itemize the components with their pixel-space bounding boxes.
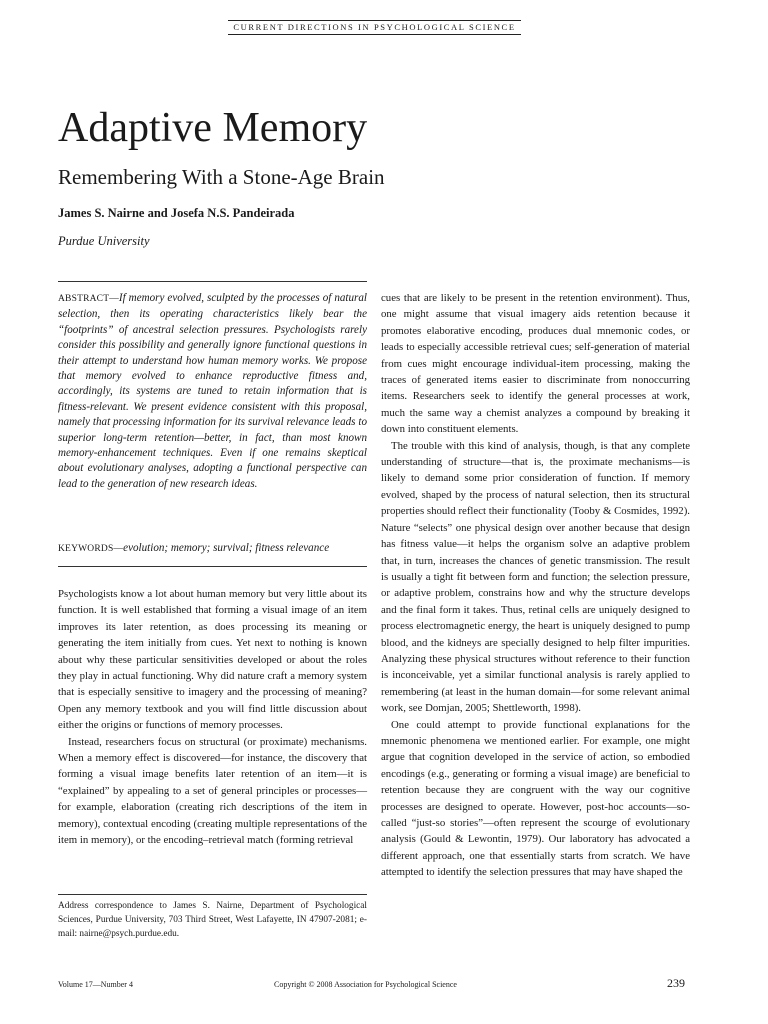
abstract bbox=[58, 291, 367, 492]
body-column-left bbox=[58, 586, 367, 849]
abstract-text: If memory evolved, sculpted by the processes of natural selection, then its operating characteristics likely bear the “footprints” of ancestral selection pressures. Psychologists rarely consider this possibility and generally ignore functional questions in their attempt to understand how human memory works. We propose that memory evolved to enhance reproductive fitness and, accordingly, its systems are tuned to retain information that is fitness-relevant. We present evidence consistent with this proposal, namely that processing information for its survival relevance leads to superior long-term retention—better, in fact, than most known memory-enhancement techniques. Even if one remains skeptical about evolutionary analyses, adopting a functional perspective can lead to the generation of new research ideas. bbox=[58, 292, 367, 490]
page-number: 239 bbox=[667, 976, 685, 990]
affiliation: Purdue University bbox=[58, 234, 150, 248]
keywords bbox=[58, 541, 367, 557]
footnote-rule bbox=[58, 894, 367, 895]
abstract-label: ABSTRACT— bbox=[58, 294, 119, 304]
copyright-notice: Copyright © 2008 Association for Psychological Science bbox=[274, 980, 457, 989]
article-subtitle: Remembering With a Stone-Age Brain bbox=[58, 165, 385, 189]
author-line: James S. Nairne and Josefa N.S. Pandeirada bbox=[58, 206, 295, 220]
body-paragraph: The trouble with this kind of analysis, though, is that any complete understanding of structure—that is, the proximate mechanisms—is likely to demand some prior consideration of function. If memory evolved, shaped by the process of natural selection, then its structural properties should reflect their functionality (Tooby & Cosmides, 1992). Nature “selects” one physical design over another because that design has fitness value—it helps the organism solve an adaptive problem that, in turn, increases the chances of genetic transmission. The result is usually a tight fit between form and function; the selection pressure, or adaptive problem, constrains how and why the structure develops and the final form it takes. Thus, retinal cells are uniquely designed to process electromagnetic energy, the heart is uniquely designed to pump blood, and the kidneys are specially designed to help filter impurities. Analyzing these physical structures without reference to their function is inconceivable, yet a similar functional analysis is rarely applied to remembering (at least in the human domain—for some relevant animal work, see Domjan, 2005; Shettleworth, 1998). bbox=[381, 439, 690, 715]
article-title: Adaptive Memory bbox=[58, 105, 368, 151]
body-paragraph: Psychologists know a lot about human memory but very little about its function. It is well established that forming a visual image of an item improves its later retention, as does processing its meaning or generating the item initially from cues. Yet next to nothing is known about why these particular sensitivities developed or about the roles they play in actual functioning. Why did nature craft a memory system that is especially sensitive to imagery and the processing of meaning? Open any memory textbook and you will find little discussion about either the origins or functions of memory processes. bbox=[58, 588, 367, 732]
body-column-right bbox=[381, 290, 690, 881]
running-head: CURRENT DIRECTIONS IN PSYCHOLOGICAL SCIENCE bbox=[228, 20, 521, 35]
body-paragraph: Instead, researchers focus on structural (or proximate) mechanisms. When a memory effect is discovered—for instance, the discovery that forming a visual image benefits later retention of an item—it is “explained” by appealing to a set of general principles or processes—for example, elaboration (creating rich descriptions of the item in memory), contextual encoding (creating multiple representations of the item in memory), or the encoding–retrieval match (forming retrieval bbox=[58, 735, 367, 847]
keywords-text: evolution; memory; survival; fitness relevance bbox=[123, 542, 330, 554]
body-paragraph: One could attempt to provide functional explanations for the mnemonic phenomena we mentioned earlier. For example, one might argue that cognition developed in the service of action, so embodied encodings (e.g., generating or forming a visual image) are beneficial to retention because they are congruent with the way our cognitive processes are designed to operate. However, post-hoc accounts—so-called “just-so stories”—often represent the scourge of evolutionary analysis (Gould & Lewontin, 1979). Our laboratory has advocated a different approach, one that essentially starts from scratch. We have attempted to identify the selection pressures that may have shaped the bbox=[381, 718, 690, 879]
keywords-bottom-rule bbox=[58, 566, 367, 567]
volume-info: Volume 17—Number 4 bbox=[58, 980, 133, 989]
body-paragraph: cues that are likely to be present in the retention environment). Thus, one might assume that visual imagery aids retention because it promotes elaborative encoding, produces dual mnemonic codes, or leads to especially accessible retrieval cues; self-generation of material from cues might encourage individual-item processing, making the traces of generated items easier to discriminate from nonoccurring items. Researchers seek to identify the general processes at work, much the same way a chemist analyzes a compound by breaking it down into constituent elements. bbox=[381, 292, 690, 436]
correspondence-footnote: Address correspondence to James S. Nairne, Department of Psychological Sciences, Purdue University, 703 Third Street, West Lafayette, IN 47907-2081; e-mail: nairne@psych.purdue.edu. bbox=[58, 901, 367, 939]
abstract-top-rule bbox=[58, 281, 367, 282]
keywords-label: KEYWORDS— bbox=[58, 544, 124, 554]
